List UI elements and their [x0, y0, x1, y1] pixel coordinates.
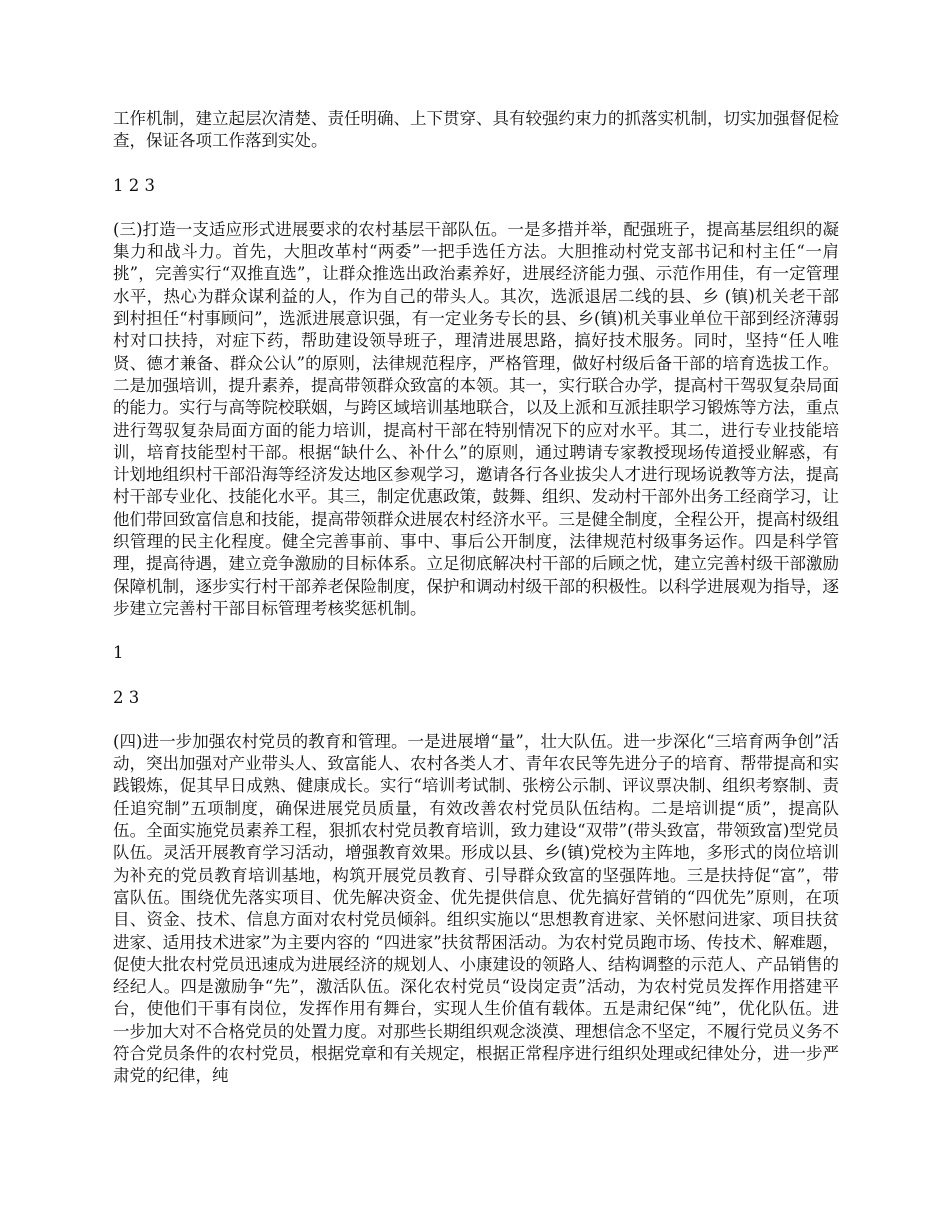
paragraph-rural-cadres: (三)打造一支适应形式进展要求的农村基层干部队伍。一是多措并举，配强班子，提高基层组织的凝集力和战斗力。首先，大胆改革村“两委”一把手选任方法。大胆推动村党支部书记和村主任“一肩挑”，完善实行“双推直选”，让群众推选出政治素养好，进展经济能力强、示范作用佳，有一定管理水平，热心为群众谋利益的人，作为自己的带头人。其次，选派退居二线的县、乡 (镇)机关老干部到村担任“村事顾问”，选派进展意识强，有一定业务专长的县、乡(镇)机关事业单位干部到经济薄弱村对口扶持，对症下药，帮助建设领导班子，理清进展思路，搞好技术服务。同时，坚持“任人唯贤、德才兼备、群众公认”的原则，法律规范程序，严格管理，做好村级后备干部的培育选拔工作。二是加强培训，提升素养，提高带领群众致富的本领。其一，实行联合办学，提高村干驾驭复杂局面的能力。实行与高等院校联姻，与跨区域培训基地联合，以及上派和互派挂职学习锻炼等方法，重点进行驾驭复杂局面方面的能力培训，提高村干部在特别情况下的应对水平。其二，进行专业技能培训，培育技能型村干部。根据“缺什么、补什么”的原则，通过聘请专家教授现场传道授业解惑，有计划地组织村干部沿海等经济发达地区参观学习，邀请各行各业拔尖人才进行现场说教等方法，提高村干部专业化、技能化水平。其三，制定优惠政策，鼓舞、组织、发动村干部外出务工经商学习，让他们带回致富信息和技能，提高带领群众进展农村经济水平。三是健全制度，全程公开，提高村级组织管理的民主化程度。健全完善事前、事中、事后公开制度，法律规范村级事务运作。四是科学管理，提高待遇，建立竞争激励的目标体系。立足彻底解决村干部的后顾之忧，建立完善村级干部激励保障机制，逐步实行村干部养老保险制度，保护和调动村级干部的积极性。以科学进展观为指导，逐步建立完善村干部目标管理考核奖惩机制。 — [113, 219, 839, 618]
document-page — [113, 108, 839, 1110]
page-number-marker-3: 2 3 — [113, 687, 140, 707]
page-number-marker-2: 1 — [113, 643, 124, 663]
paragraph-work-mechanism: 工作机制，建立起层次清楚、责任明确、上下贯穿、具有较强约束力的抓落实机制，切实加强督促检查，保证各项工作落到实处。 — [113, 109, 839, 151]
paragraph-party-members: (四)进一步加强农村党员的教育和管理。一是进展增“量”，壮大队伍。进一步深化“三培育两争创”活动，突出加强对产业带头人、致富能人、农村各类人才、青年农民等先进分子的培育、帮带提高和实践锻炼，促其早日成熟、健康成长。实行“培训考试制、张榜公示制、评议票决制、组织考察制、责任追究制”五项制度，确保进展党员质量，有效改善农村党员队伍结构。二是培训提“质”，提高队伍。全面实施党员素养工程，狠抓农村党员教育培训，致力建设“双带”(带头致富，带领致富)型党员队伍。灵活开展教育学习活动，增强教育效果。形成以县、乡(镇)党校为主阵地，多形式的岗位培训为补充的党员教育培训基地，构筑开展党员教育、引导群众致富的坚强阵地。三是扶持促“富”，带富队伍。围绕优先落实项目、优先解决资金、优先提供信息、优先搞好营销的“四优先”原则，在项目、资金、技术、信息方面对农村党员倾斜。组织实施以“思想教育进家、关怀慰问进家、项目扶贫进家、适用技术进家”为主要内容的 “四进家”扶贫帮困活动。为农村党员跑市场、传技术、解难题，促使大批农村党员迅速成为进展经济的规划人、小康建设的领路人、结构调整的示范人、产品销售的经纪人。四是激励争“先”，激活队伍。深化农村党员“设岗定责”活动，为农村党员发挥作用搭建平台，使他们干事有岗位，发挥作用有舞台，实现人生价值有载体。五是肃纪保“纯”，优化队伍。进一步加大对不合格党员的处置力度。对那些长期组织观念淡漠、理想信念不坚定，不履行党员义务不符合党员条件的农村党员，根据党章和有关规定，根据正常程序进行组织处理或纪律处分，进一步严肃党的纪律，纯 — [113, 731, 839, 1086]
page-number-marker-1: 1 2 3 — [113, 175, 155, 195]
